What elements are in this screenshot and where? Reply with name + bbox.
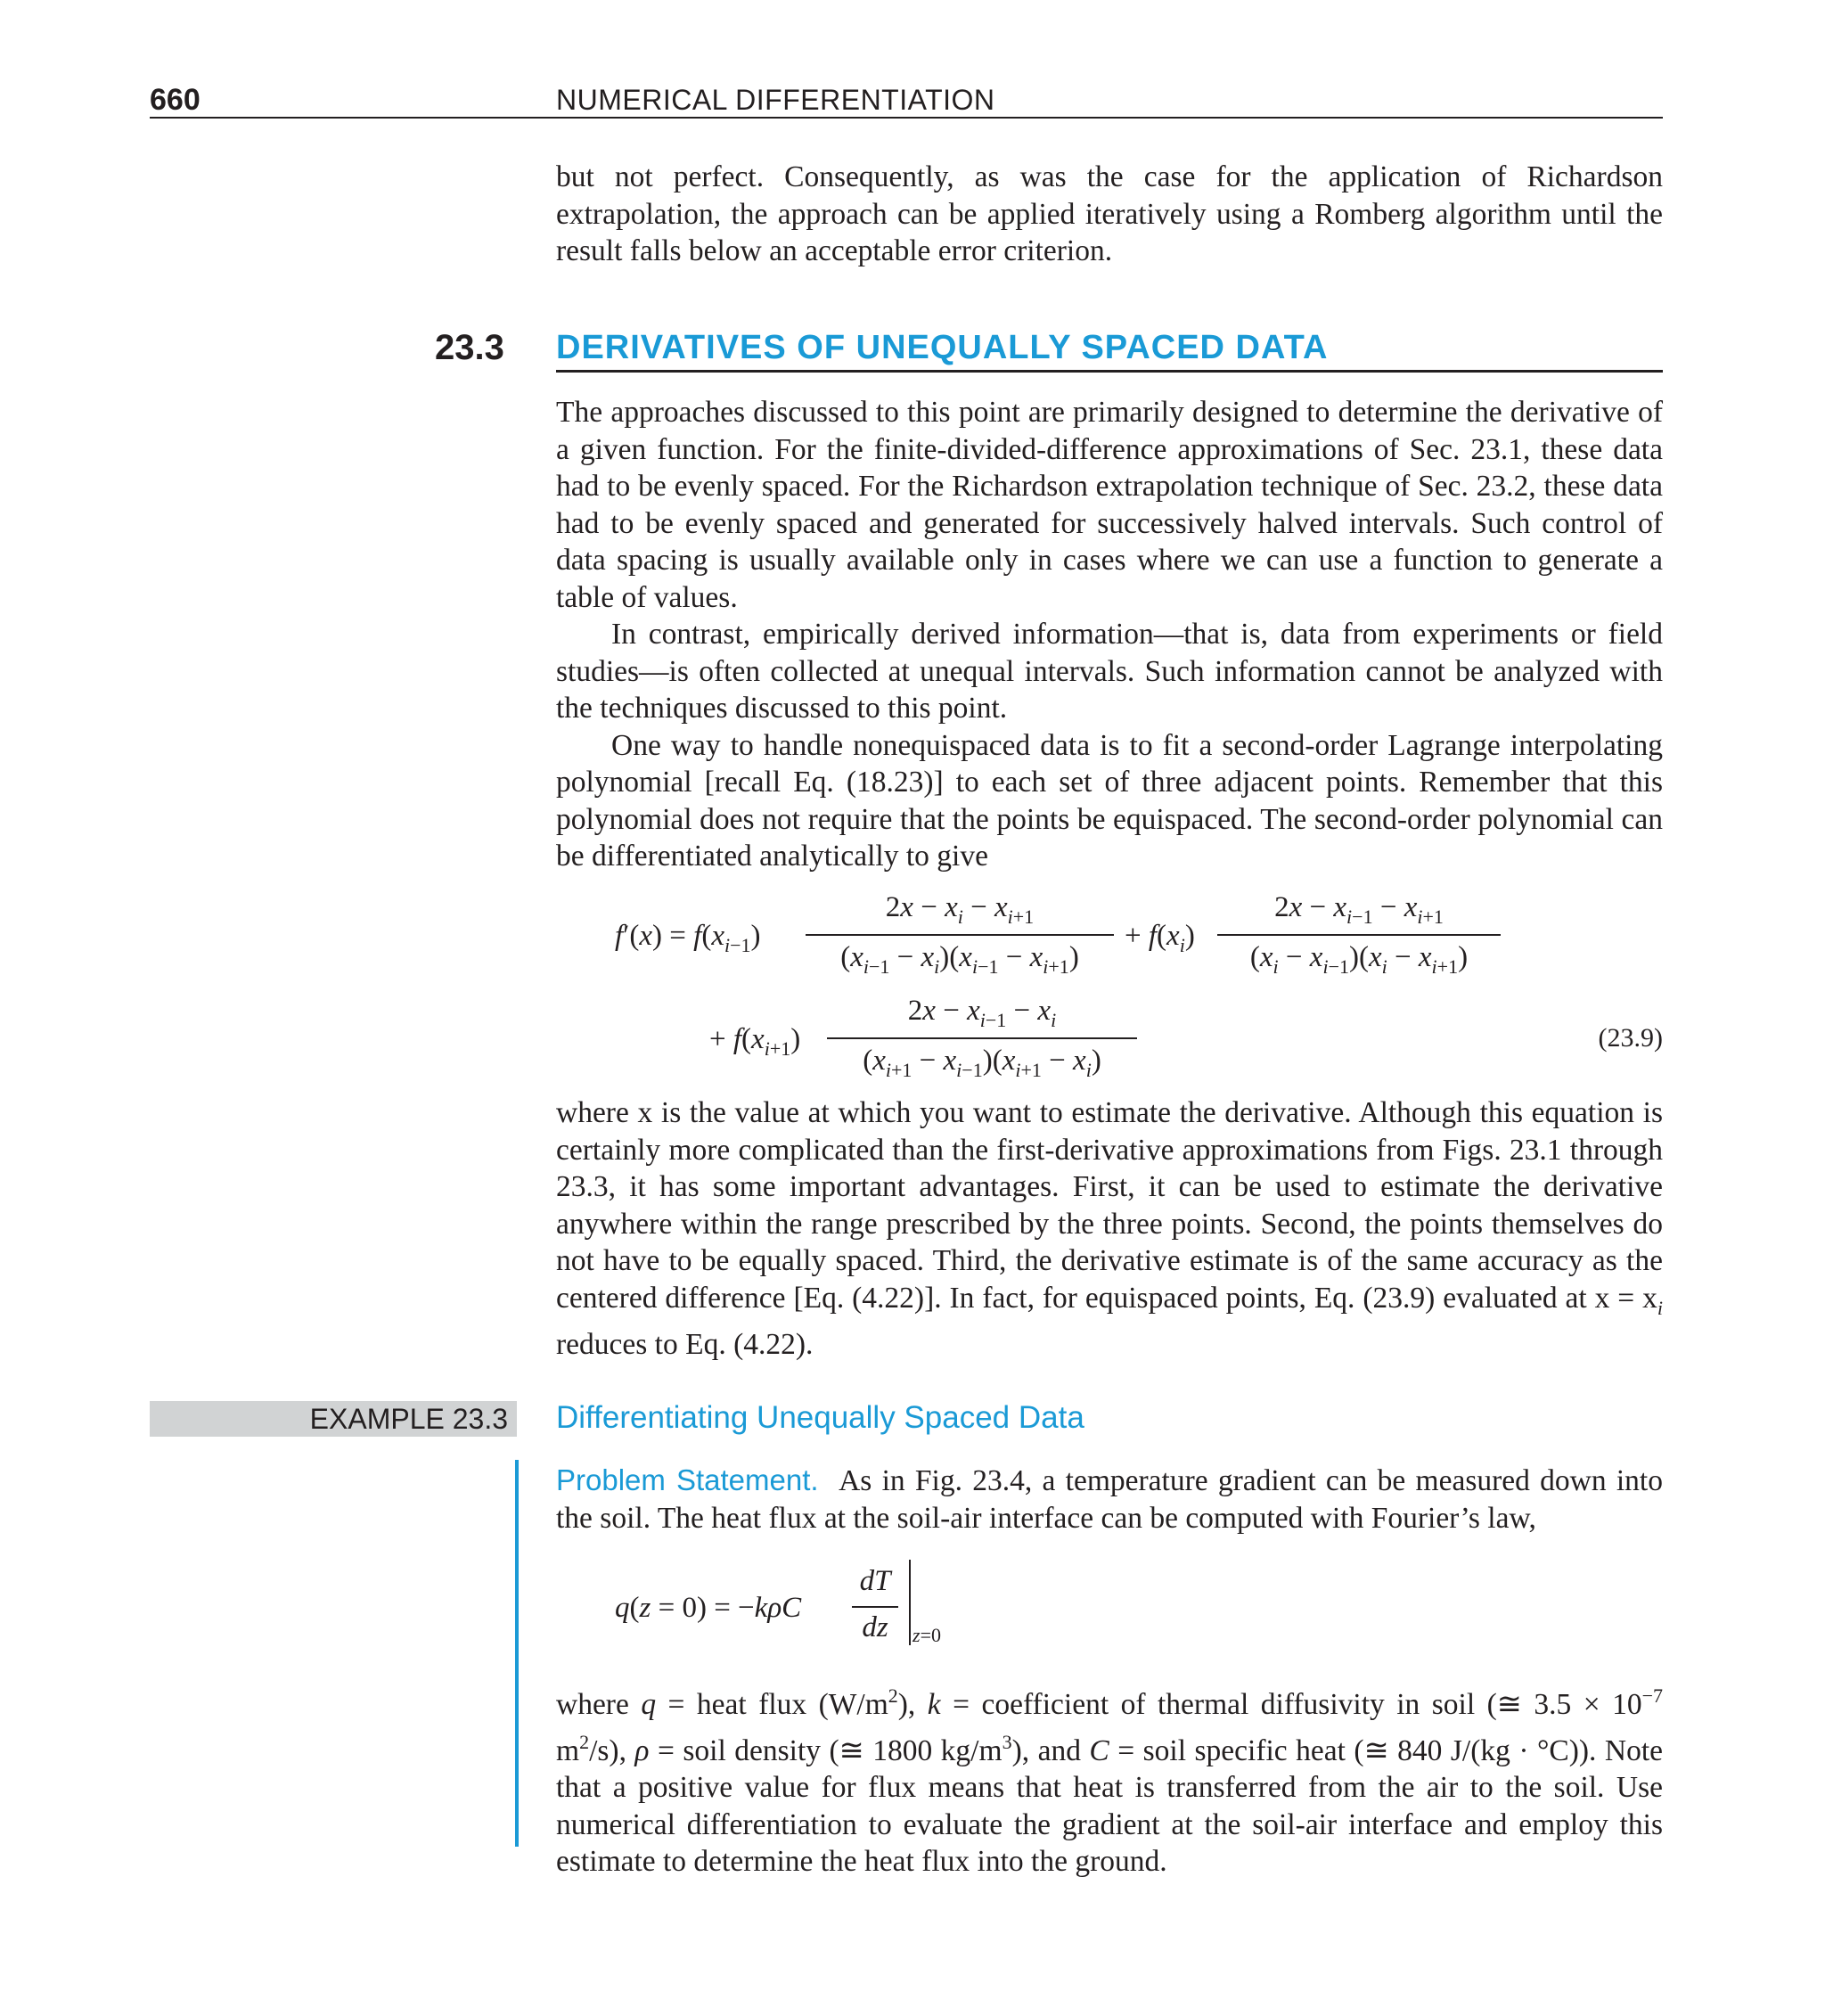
example-title: Differentiating Unequally Spaced Data [556,1400,1084,1435]
evaluation-bar [909,1560,911,1645]
eq-term-2: + $f(x_i)$ [1125,920,1195,956]
variables-paragraph [556,1677,1663,1881]
example-label: EXAMPLE 23.3 [309,1403,508,1435]
example-margin-bar [515,1460,519,1847]
variables-text: where q = heat flux $(W/m^2)$, k = coefficient of thermal diffusivity in soil (≅ $3.5 \times 10^{-7}$ $m^2/s$), ρ = soil density (≅ 1800 $kg/m^3$), and C = soil specific heat (≅ 840 J/(kg · °C)). Note that a positive value for flux means that heat is transferred from the air to the soil. Use numerical differentiation to evaluate the gradient at the soil-air interface and employ this estimate to determine the heat flux into the ground. [556,1684,1664,1878]
after-equation-tail: reduces to Eq. (4.22). [556,1328,814,1361]
fourier-frac: dT dz [852,1565,898,1651]
section-body [556,394,1663,875]
evaluation-subscript: z=0 [912,1624,941,1646]
section-rule [556,370,1663,373]
eq-term-3: + $f(x_{i+1})$ [709,1023,801,1060]
eq-frac-1: $2x - x_i - x_{i+1}$ $(x_{i-1} - x_i)(x_{i-1} - x_{i+1})$ [806,891,1114,980]
closing-text: Note that a positive value for flux means that heat is transferred from the air to the soil. Use numerical differentiation to evaluate the gradient at the soil-air interface and employ this estimate to determine the heat flux into the ground. [556,1733,1664,1878]
intro-text: but not perfect. Consequently, as was the case for the application of Richardson extrapolation, the approach can be applied iteratively using a Romberg algorithm until the result falls below an acceptable error criterion. [556,160,1663,267]
section-title: DERIVATIVES OF UNEQUALLY SPACED DATA [556,329,1329,366]
after-equation-text: where x is the value at which you want to estimate the derivative. Although this equation is certainly more complicated than the first-derivative approximations from Figs. 23.1 through 23.3, it has some important advantages. First, it can be used to estimate the derivative anywhere within the range prescribed by the three points. Second, the points themselves do not have to be equally spaced. Third, the derivative estimate is of the same accuracy as the centered difference [Eq. (4.22)]. In fact, for equispaced points, Eq. (23.9) evaluated at x = x [556,1096,1663,1315]
page-number: 660 [150,83,201,117]
eq-lhs: $f'(x) = f(x_{i-1})$ [615,920,761,956]
eq-frac-2: $2x - x_{i-1} - x_{i+1}$ $(x_i - x_{i-1})(x_i - x_{i+1})$ [1217,891,1501,980]
paragraph-2: In contrast, empirically derived information—that is, data from experiments or field studies—is often collected at unequal intervals. Such information cannot be analyzed with the techniques discussed to this point. [556,618,1663,725]
eq-frac-3: $2x - x_{i-1} - x_i$ $(x_{i+1} - x_{i-1})(x_{i+1} - x_i)$ [827,995,1137,1084]
after-equation-paragraph [556,1094,1663,1364]
after-equation-subscript: i [1657,1296,1663,1319]
problem-statement [556,1462,1663,1537]
intro-paragraph [556,159,1663,270]
problem-text: As in Fig. 23.4, a temperature gradient can be measured down into the soil. The heat flux at the soil-air interface can be computed with Fourier’s law, [556,1464,1663,1535]
running-title: NUMERICAL DIFFERENTIATION [556,84,995,116]
section-number: 23.3 [435,328,504,367]
equation-number: (23.9) [1598,1023,1663,1053]
fourier-lhs: q(z = 0) = −kρC [615,1592,802,1624]
problem-label: Problem Statement. [556,1463,819,1496]
header-rule [150,117,1663,119]
paragraph-1: The approaches discussed to this point are primarily designed to determine the derivative of a given function. For the finite-divided-difference approximations of Sec. 23.1, these data had to be evenly spaced. For the Richardson extrapolation technique of Sec. 23.2, these data had to be evenly spaced and generated for successively halved intervals. Such control of data spacing is usually available only in cases where we can use a function to generate a table of values. [556,396,1663,614]
paragraph-3: One way to handle nonequispaced data is to fit a second-order Lagrange interpolating polynomial [recall Eq. (18.23)] to each set of three adjacent points. Remember that this polynomial does not require that the points be equispaced. The second-order polynomial can be differentiated analytically to give [556,728,1663,873]
